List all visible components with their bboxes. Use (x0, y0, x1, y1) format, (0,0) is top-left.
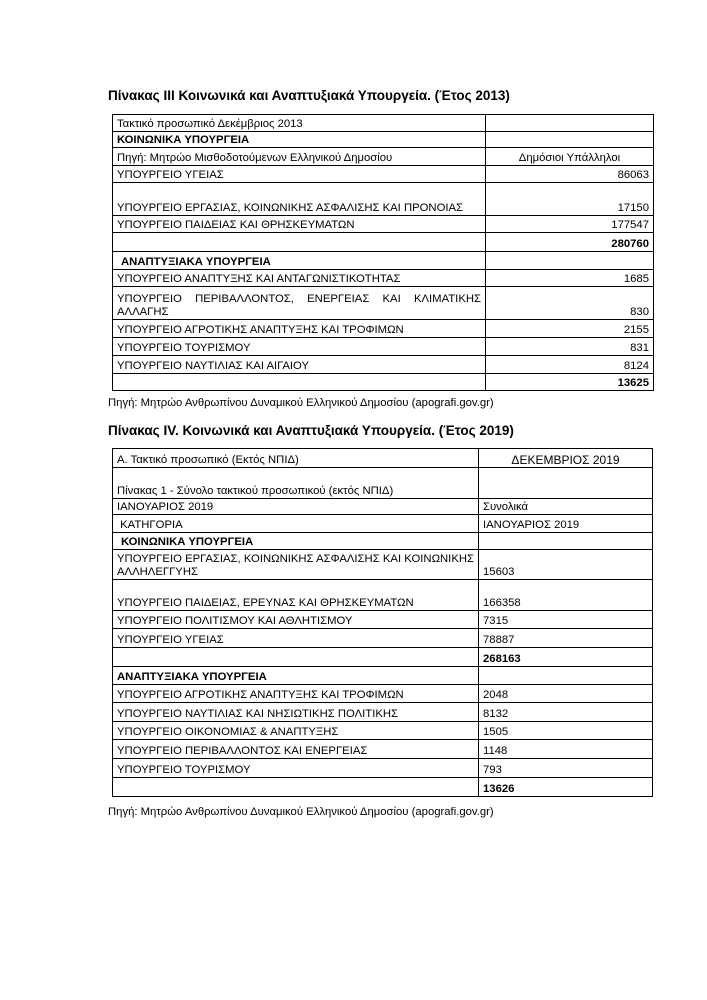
table-row (113, 740, 653, 759)
table-row (113, 648, 653, 667)
table4-header-left: Α. Τακτικό προσωπικό (Εκτός ΝΠΙΔ) (113, 449, 479, 468)
table-row (113, 356, 654, 374)
ministry-value: 831 (486, 338, 654, 356)
social-heading: ΚΟΙΝΩΝΙΚΑ ΥΠΟΥΡΓΕΙΑ (113, 132, 486, 148)
ministry-name: ΥΠΟΥΡΓΕΙΟ ΝΑΥΤΙΛΙΑΣ ΚΑΙ ΝΗΣΙΩΤΙΚΗΣ ΠΟΛΙΤΙΚΗΣ (113, 703, 479, 722)
table4 (112, 448, 653, 797)
ministry-value: 17150 (486, 183, 654, 216)
table-row (113, 166, 654, 183)
table-row (113, 449, 653, 468)
ministry-name: ΥΠΟΥΡΓΕΙΟ ΕΡΓΑΣΙΑΣ, ΚΟΙΝΩΝΙΚΗΣ ΑΣΦΑΛΙΣΗΣ ΚΑΙ ΠΡΟΝΟΙΑΣ (113, 183, 486, 216)
ministry-value: 7315 (479, 611, 653, 629)
ministry-name: ΥΠΟΥΡΓΕΙΟ ΟΙΚΟΝΟΜΙΑΣ & ΑΝΑΠΤΥΞΗΣ (113, 722, 479, 740)
ministry-name: ΥΠΟΥΡΓΕΙΟ ΑΓΡΟΤΙΚΗΣ ΑΝΑΠΤΥΞΗΣ ΚΑΙ ΤΡΟΦΙΜΩΝ (113, 685, 479, 703)
ministry-name: ΥΠΟΥΡΓΕΙΟ ΠΑΙΔΕΙΑΣ ΚΑΙ ΘΡΗΣΚΕΥΜΑΤΩΝ (113, 216, 486, 233)
table-row (113, 703, 653, 722)
table-row (113, 580, 653, 611)
ministry-name: ΥΠΟΥΡΓΕΙΟ ΕΡΓΑΣΙΑΣ, ΚΟΙΝΩΝΙΚΗΣ ΑΣΦΑΛΙΣΗΣ ΚΑΙ ΚΟΙΝΩΝΙΚΗΣ ΑΛΛΗΛΕΓΓΥΗΣ (113, 550, 479, 580)
source-col-label: Πηγή: Μητρώο Μισθοδοτούμενων Ελληνικού Δημοσίου (113, 148, 486, 166)
table-row (113, 252, 654, 270)
ministry-value: 2155 (486, 320, 654, 338)
table-row (113, 550, 653, 580)
ministry-name: ΥΠΟΥΡΓΕΙΟ ΠΑΙΔΕΙΑΣ, ΕΡΕΥΝΑΣ ΚΑΙ ΘΡΗΣΚΕΥΜΑΤΩΝ (113, 580, 479, 611)
table4-source: Πηγή: Μητρώο Ανθρωπίνου Δυναμικού Ελληνικού Δημοσίου (apografi.gov.gr) (108, 806, 494, 818)
table-row (113, 287, 654, 320)
jan-label-2: ΙΑΝΟΥΑΡΙΟΣ 2019 (479, 515, 653, 533)
table-row (113, 611, 653, 629)
ministry-value: 15603 (479, 550, 653, 580)
ministry-name: ΥΠΟΥΡΓΕΙΟ ΠΕΡΙΒΑΛΛΟΝΤΟΣ, ΕΝΕΡΓΕΙΑΣ ΚΑΙ ΚΛΙΜΑΤΙΚΗΣ ΑΛΛΑΓΗΣ (113, 287, 486, 320)
total-label: Συνολικά (479, 499, 653, 515)
table3-title: Πίνακας ΙΙΙ Κοινωνικά και Αναπτυξιακά Υπουργεία. (Έτος 2013) (108, 88, 510, 103)
table3-header-cell: Τακτικό προσωπικό Δεκέμβριος 2013 (113, 115, 486, 132)
ministry-name: ΥΠΟΥΡΓΕΙΟ ΠΕΡΙΒΑΛΛΟΝΤΟΣ ΚΑΙ ΕΝΕΡΓΕΙΑΣ (113, 740, 479, 759)
category-label: ΚΑΤΗΓΟΡΙΑ (113, 515, 479, 533)
table-row (113, 338, 654, 356)
social-total: 280760 (486, 233, 654, 252)
ministry-value: 8132 (479, 703, 653, 722)
table-row (113, 759, 653, 778)
ministry-value: 793 (479, 759, 653, 778)
ministry-value: 166358 (479, 580, 653, 611)
social-heading: ΚΟΙΝΩΝΙΚΑ ΥΠΟΥΡΓΕΙΑ (113, 533, 479, 550)
value-col-label: Δημόσιοι Υπάλληλοι (486, 148, 654, 166)
dev-heading: ΑΝΑΠΤΥΞΙΑΚΑ ΥΠΟΥΡΓΕΙΑ (113, 667, 479, 685)
table-row (113, 115, 654, 132)
ministry-value: 78887 (479, 629, 653, 648)
dev-heading: ΑΝΑΠΤΥΞΙΑΚΑ ΥΠΟΥΡΓΕΙΑ (113, 252, 486, 270)
dev-total: 13625 (486, 374, 654, 391)
table4-title: Πίνακας IV. Κοινωνικά και Αναπτυξιακά Υπουργεία. (Έτος 2019) (108, 423, 514, 438)
ministry-name: ΥΠΟΥΡΓΕΙΟ ΤΟΥΡΙΣΜΟΥ (113, 338, 486, 356)
table-row (113, 183, 654, 216)
table-row (113, 132, 654, 148)
social-total: 268163 (479, 648, 653, 667)
jan-label: ΙΑΝΟΥΑΡΙΟΣ 2019 (113, 499, 479, 515)
table-row (113, 270, 654, 287)
table-row (113, 374, 654, 391)
ministry-name: ΥΠΟΥΡΓΕΙΟ ΠΟΛΙΤΙΣΜΟΥ ΚΑΙ ΑΘΛΗΤΙΣΜΟΥ (113, 611, 479, 629)
table-row (113, 778, 653, 797)
table-row (113, 216, 654, 233)
ministry-value: 830 (486, 287, 654, 320)
ministry-name: ΥΠΟΥΡΓΕΙΟ ΑΓΡΟΤΙΚΗΣ ΑΝΑΠΤΥΞΗΣ ΚΑΙ ΤΡΟΦΙΜΩΝ (113, 320, 486, 338)
ministry-name: ΥΠΟΥΡΓΕΙΟ ΑΝΑΠΤΥΞΗΣ ΚΑΙ ΑΝΤΑΓΩΝΙΣΤΙΚΟΤΗΤΑΣ (113, 270, 486, 287)
ministry-value: 177547 (486, 216, 654, 233)
table-row (113, 468, 653, 499)
subtable-label: Πίνακας 1 - Σύνολο τακτικού προσωπικού (εκτός ΝΠΙΔ) (113, 468, 479, 499)
ministry-value: 2048 (479, 685, 653, 703)
ministry-value: 86063 (486, 166, 654, 183)
table3 (112, 114, 654, 391)
table4-header-right: ΔΕΚΕΜΒΡΙΟΣ 2019 (479, 449, 653, 468)
dev-total: 13626 (479, 778, 653, 797)
table-row (113, 499, 653, 515)
ministry-name: ΥΠΟΥΡΓΕΙΟ ΤΟΥΡΙΣΜΟΥ (113, 759, 479, 778)
table-row (113, 233, 654, 252)
ministry-name: ΥΠΟΥΡΓΕΙΟ ΥΓΕΙΑΣ (113, 629, 479, 648)
table-row (113, 629, 653, 648)
table-row (113, 533, 653, 550)
ministry-value: 1685 (486, 270, 654, 287)
ministry-value: 1148 (479, 740, 653, 759)
ministry-name: ΥΠΟΥΡΓΕΙΟ ΝΑΥΤΙΛΙΑΣ ΚΑΙ ΑΙΓΑΙΟΥ (113, 356, 486, 374)
ministry-value: 1505 (479, 722, 653, 740)
table-row (113, 320, 654, 338)
table-row (113, 148, 654, 166)
table-row (113, 685, 653, 703)
table-row (113, 722, 653, 740)
table3-source: Πηγή: Μητρώο Ανθρωπίνου Δυναμικού Ελληνικού Δημοσίου (apografi.gov.gr) (108, 397, 494, 409)
ministry-value: 8124 (486, 356, 654, 374)
ministry-name: ΥΠΟΥΡΓΕΙΟ ΥΓΕΙΑΣ (113, 166, 486, 183)
table-row (113, 515, 653, 533)
table-row (113, 667, 653, 685)
